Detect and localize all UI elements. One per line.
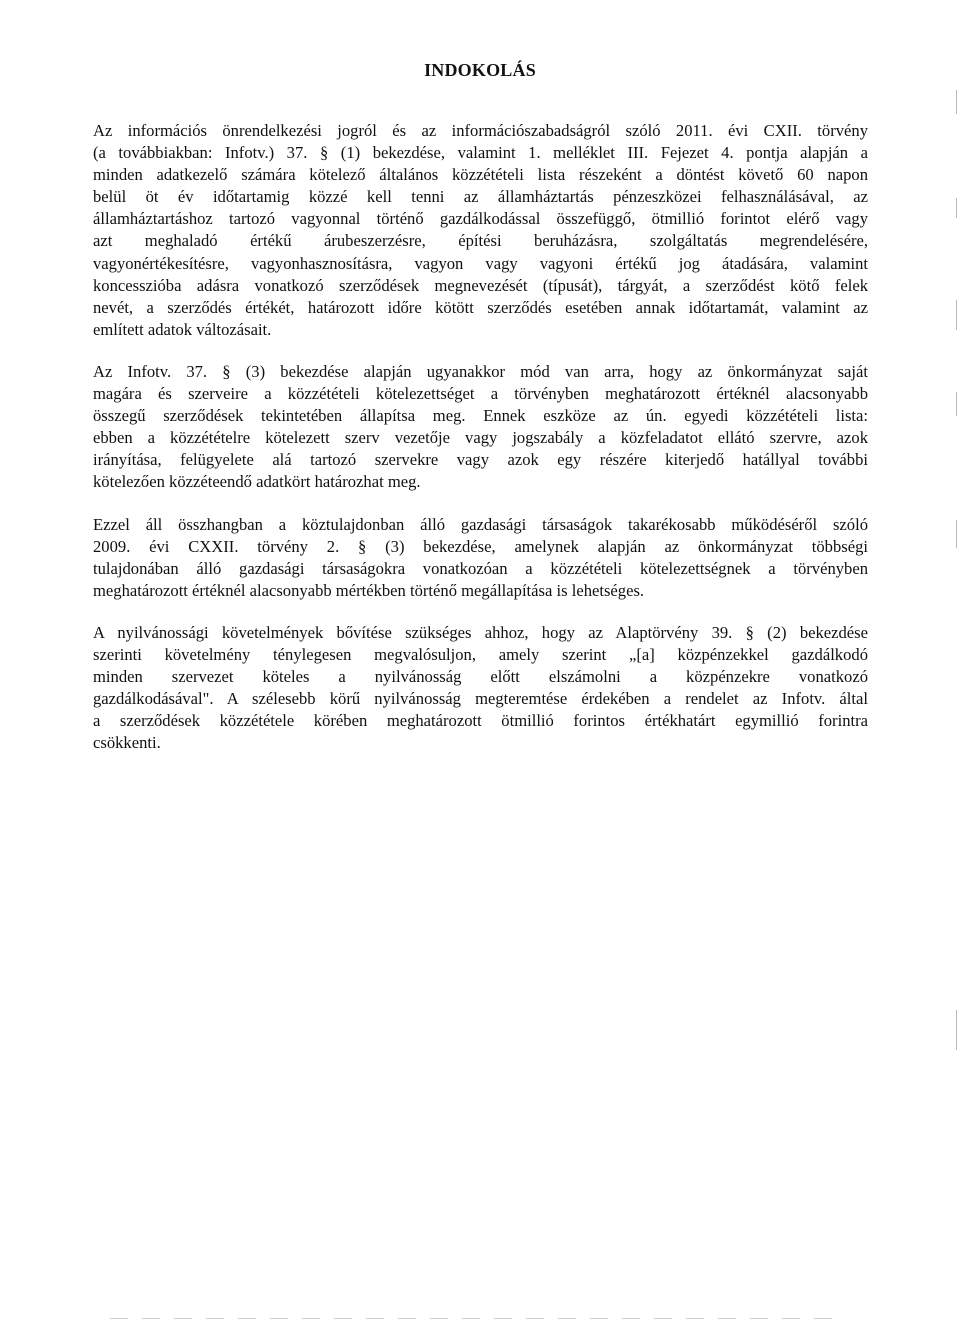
paragraph-1-line: (a továbbiakban: Infotv.) 37. § (1) bekezdése, valamint 1. melléklet III. Fejezet 4. pontja alapján a bbox=[93, 143, 868, 163]
paragraph-2-line: magára és szerveire a közzétételi kötelezettséget a törvényben meghatározott értéknél alacsonyabb bbox=[93, 384, 868, 404]
paragraph-3-line: meghatározott értéknél alacsonyabb mértékben történő megállapítása is lehetséges. bbox=[93, 580, 645, 600]
paragraph-1-line: említett adatok változásait. bbox=[93, 319, 272, 339]
paragraph-1-line: Az információs önrendelkezési jogról és az információszabadságról szóló 2011. évi CXII. törvény bbox=[93, 121, 868, 140]
paragraph-2-line: összegű szerződések tekintetében állapítsa meg. Ennek eszköze az ún. egyedi közzétételi lista: bbox=[93, 406, 868, 426]
paragraph-1-line: vagyonértékesítésre, vagyonhasznosításra, vagyon vagy vagyoni értékű jog átadására, valamint bbox=[93, 253, 868, 273]
scan-edge-mark bbox=[956, 300, 957, 330]
paragraph-1-line: minden adatkezelő számára kötelező általános közzétételi lista részeként a döntést követő 60 napon bbox=[93, 165, 868, 185]
paragraph-4 bbox=[93, 622, 868, 755]
paragraph-1-line: államháztartáshoz tartozó vagyonnal történő gazdálkodással összefüggő, ötmillió forintot elérő vagy bbox=[93, 209, 868, 229]
paragraph-1-line: belül öt év időtartamig közzé kell tenni az államháztartás pénzeszközei felhasználásával, az bbox=[93, 187, 868, 207]
paragraph-1-line: nevét, a szerződés értékét, határozott időre kötött szerződés esetében annak időtartamát, valamint az bbox=[93, 297, 868, 317]
paragraph-1-line: koncesszióba adásra vonatkozó szerződések megnevezését (típusát), tárgyát, a szerződést kötő felek bbox=[93, 275, 868, 295]
document-body bbox=[93, 120, 868, 774]
paragraph-1-line: azt meghaladó értékű árubeszerzésre, építési beruházásra, szolgáltatás megrendelésére, bbox=[93, 231, 868, 251]
scan-bottom-rule bbox=[110, 1318, 840, 1319]
paragraph-4-line: szerinti követelmény ténylegesen megvalósuljon, amely szerint „[a] közpénzekkel gazdálkodó bbox=[93, 644, 868, 664]
paragraph-4-line: minden szervezet köteles a nyilvánosság előtt elszámolni a közpénzekre vonatkozó bbox=[93, 667, 868, 687]
paragraph-4-line: csökkenti. bbox=[93, 733, 161, 753]
scan-edge-mark bbox=[956, 198, 957, 218]
paragraph-3-line: tulajdonában álló gazdasági társaságokra vonatkozóan a közzétételi kötelezettségnek a törvényben bbox=[93, 558, 868, 578]
document-title: INDOKOLÁS bbox=[424, 60, 536, 80]
paragraph-4-line: A nyilvánossági követelmények bővítése szükséges ahhoz, hogy az Alaptörvény 39. § (2) bekezdése bbox=[93, 622, 868, 642]
paragraph-4-line: gazdálkodásával". A szélesebb körű nyilvánosság megteremtése érdekében a rendelet az Infotv. által bbox=[93, 689, 868, 709]
paragraph-3-line: Ezzel áll összhangban a köztulajdonban álló gazdasági társaságok takarékosabb működéséről szóló bbox=[93, 514, 868, 534]
paragraph-2 bbox=[93, 361, 868, 494]
paragraph-2-line: Az Infotv. 37. § (3) bekezdése alapján ugyanakkor mód van arra, hogy az önkormányzat saját bbox=[93, 361, 868, 381]
paragraph-2-line: kötelezően közzéteendő adatkört határozhat meg. bbox=[93, 472, 421, 492]
paragraph-2-line: irányítása, felügyelete alá tartozó szervekre vagy azok egy részére kiterjedő hatállyal további bbox=[93, 450, 868, 470]
scan-edge-mark bbox=[956, 392, 957, 416]
paragraph-2-line: ebben a közzétételre kötelezett szerv vezetője vagy jogszabály a közfeladatot ellátó szervre, azok bbox=[93, 428, 868, 448]
scan-edge-mark bbox=[956, 520, 957, 548]
scan-edge-mark bbox=[956, 90, 957, 114]
scan-edge-mark bbox=[956, 1010, 957, 1050]
paragraph-1 bbox=[93, 120, 868, 341]
paragraph-3 bbox=[93, 514, 868, 602]
paragraph-3-line: 2009. évi CXXII. törvény 2. § (3) bekezdése, amelynek alapján az önkormányzat többségi bbox=[93, 536, 868, 556]
paragraph-4-line: a szerződések közzététele körében meghatározott ötmillió forintos értékhatárt egymillió forintra bbox=[93, 711, 868, 731]
